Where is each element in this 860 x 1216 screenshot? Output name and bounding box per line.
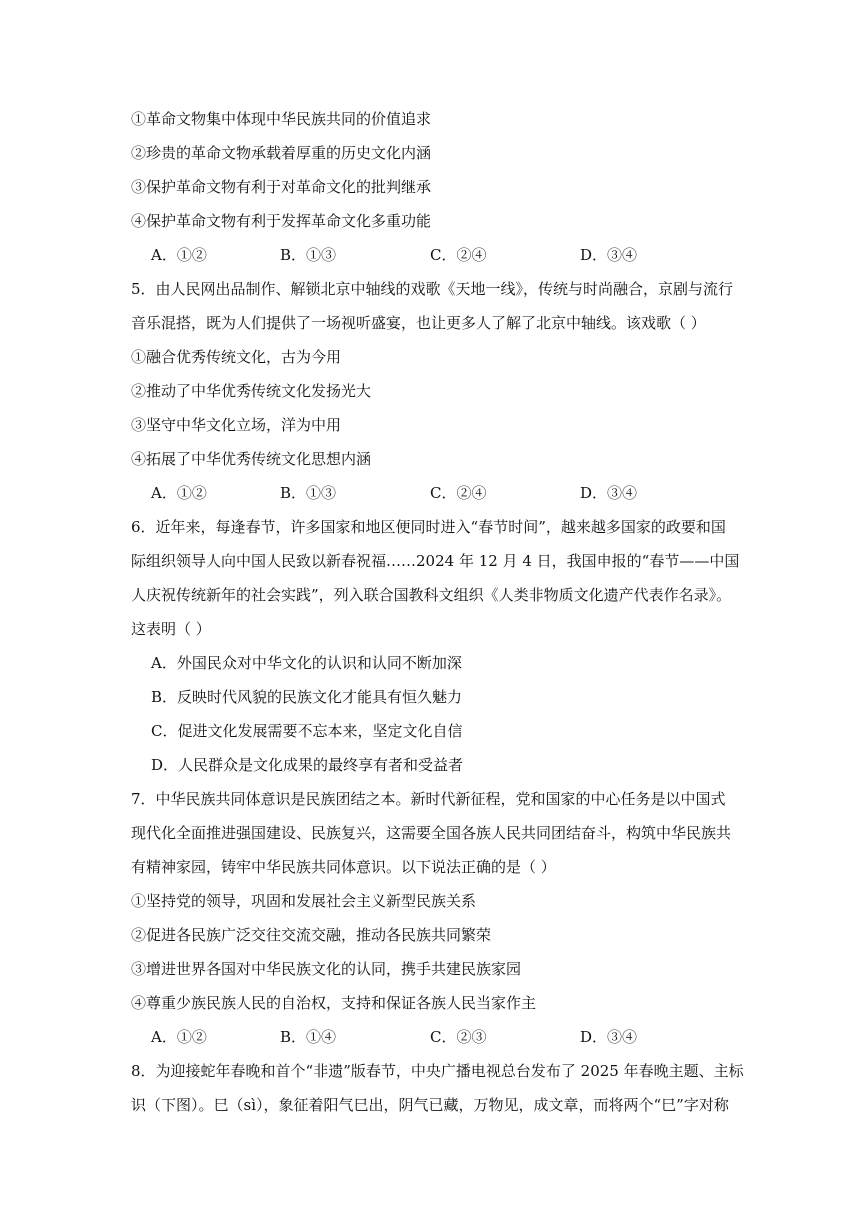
q4-item-3: ③保护革命文物有利于对革命文化的批判继承 bbox=[131, 178, 432, 196]
q8-stem-line-1: 8．为迎接蛇年春晚和首个“非遗”版春节，中央广播电视总台发布了 2025 年春晚主题、主标 bbox=[131, 1062, 744, 1080]
q7-item-3: ③增进世界各国对中华民族文化的认同，携手共建民族家园 bbox=[131, 960, 522, 978]
q4-option-c: C．②④ bbox=[430, 246, 487, 264]
q7-option-b: B．①④ bbox=[280, 1028, 337, 1046]
q4-option-b: B．①③ bbox=[280, 246, 337, 264]
q4-option-d: D．③④ bbox=[580, 246, 638, 264]
q6-stem-line-3: 人庆祝传统新年的社会实践”，列入联合国教科文组织《人类非物质文化遗产代表作名录》。 bbox=[131, 586, 732, 604]
q5-item-3: ③坚守中华文化立场，洋为中用 bbox=[131, 416, 342, 434]
q7-option-c: C．②③ bbox=[430, 1028, 487, 1046]
q5-item-1: ①融合优秀传统文化，古为今用 bbox=[131, 348, 342, 366]
q5-item-2: ②推动了中华优秀传统文化发扬光大 bbox=[131, 382, 372, 400]
q6-option-b: B．反映时代风貌的民族文化才能具有恒久魅力 bbox=[151, 688, 463, 706]
q4-item-2: ②珍贵的革命文物承载着厚重的历史文化内涵 bbox=[131, 144, 432, 162]
q6-stem-line-2: 际组织领导人向中国人民致以新春祝福……2024 年 12 月 4 日，我国申报的“春节——中国 bbox=[131, 552, 740, 570]
q7-item-2: ②促进各民族广泛交往交流交融，推动各民族共同繁荣 bbox=[131, 926, 492, 944]
q5-option-a: A．①② bbox=[151, 484, 207, 502]
q5-stem-line-1: 5．由人民网出品制作、解锁北京中轴线的戏歌《天地一线》，传统与时尚融合，京剧与流行 bbox=[131, 280, 734, 298]
q6-option-d: D．人民群众是文化成果的最终享有者和受益者 bbox=[151, 756, 464, 774]
q7-option-a: A．①② bbox=[151, 1028, 207, 1046]
q7-stem-line-2: 现代化全面推进强国建设、民族复兴，这需要全国各族人民共同团结奋斗，构筑中华民族共 bbox=[131, 824, 732, 842]
q6-stem-line-4: 这表明（ ） bbox=[131, 620, 211, 638]
q7-item-1: ①坚持党的领导，巩固和发展社会主义新型民族关系 bbox=[131, 892, 477, 910]
q7-stem-line-1: 7．中华民族共同体意识是民族团结之本。新时代新征程，党和国家的中心任务是以中国式 bbox=[131, 790, 726, 808]
q7-stem-line-3: 有精神家园，铸牢中华民族共同体意识。以下说法正确的是（ ） bbox=[131, 858, 556, 876]
q5-option-b: B．①③ bbox=[280, 484, 337, 502]
q6-stem-line-1: 6．近年来，每逢春节，许多国家和地区便同时进入“春节时间”，越来越多国家的政要和国 bbox=[131, 518, 726, 536]
q5-stem-line-2: 音乐混搭，既为人们提供了一场视听盛宴，也让更多人了解了北京中轴线。该戏歌（ ） bbox=[131, 314, 706, 332]
q4-option-a: A．①② bbox=[151, 246, 207, 264]
q6-option-c: C．促进文化发展需要不忘本来，坚定文化自信 bbox=[151, 722, 463, 740]
q5-item-4: ④拓展了中华优秀传统文化思想内涵 bbox=[131, 450, 372, 468]
q7-option-d: D．③④ bbox=[580, 1028, 638, 1046]
q7-item-4: ④尊重少族民族人民的自治权，支持和保证各族人民当家作主 bbox=[131, 994, 537, 1012]
q4-item-1: ①革命文物集中体现中华民族共同的价值追求 bbox=[131, 110, 432, 128]
q6-option-a: A．外国民众对中华文化的认识和认同不断加深 bbox=[151, 654, 462, 672]
q5-option-d: D．③④ bbox=[580, 484, 638, 502]
q5-option-c: C．②④ bbox=[430, 484, 487, 502]
q8-stem-line-2: 识（下图）。巳（sì），象征着阳气巳出，阴气已藏，万物见，成文章，而将两个“巳”字对称 bbox=[131, 1096, 729, 1114]
q4-item-4: ④保护革命文物有利于发挥革命文化多重功能 bbox=[131, 212, 432, 230]
